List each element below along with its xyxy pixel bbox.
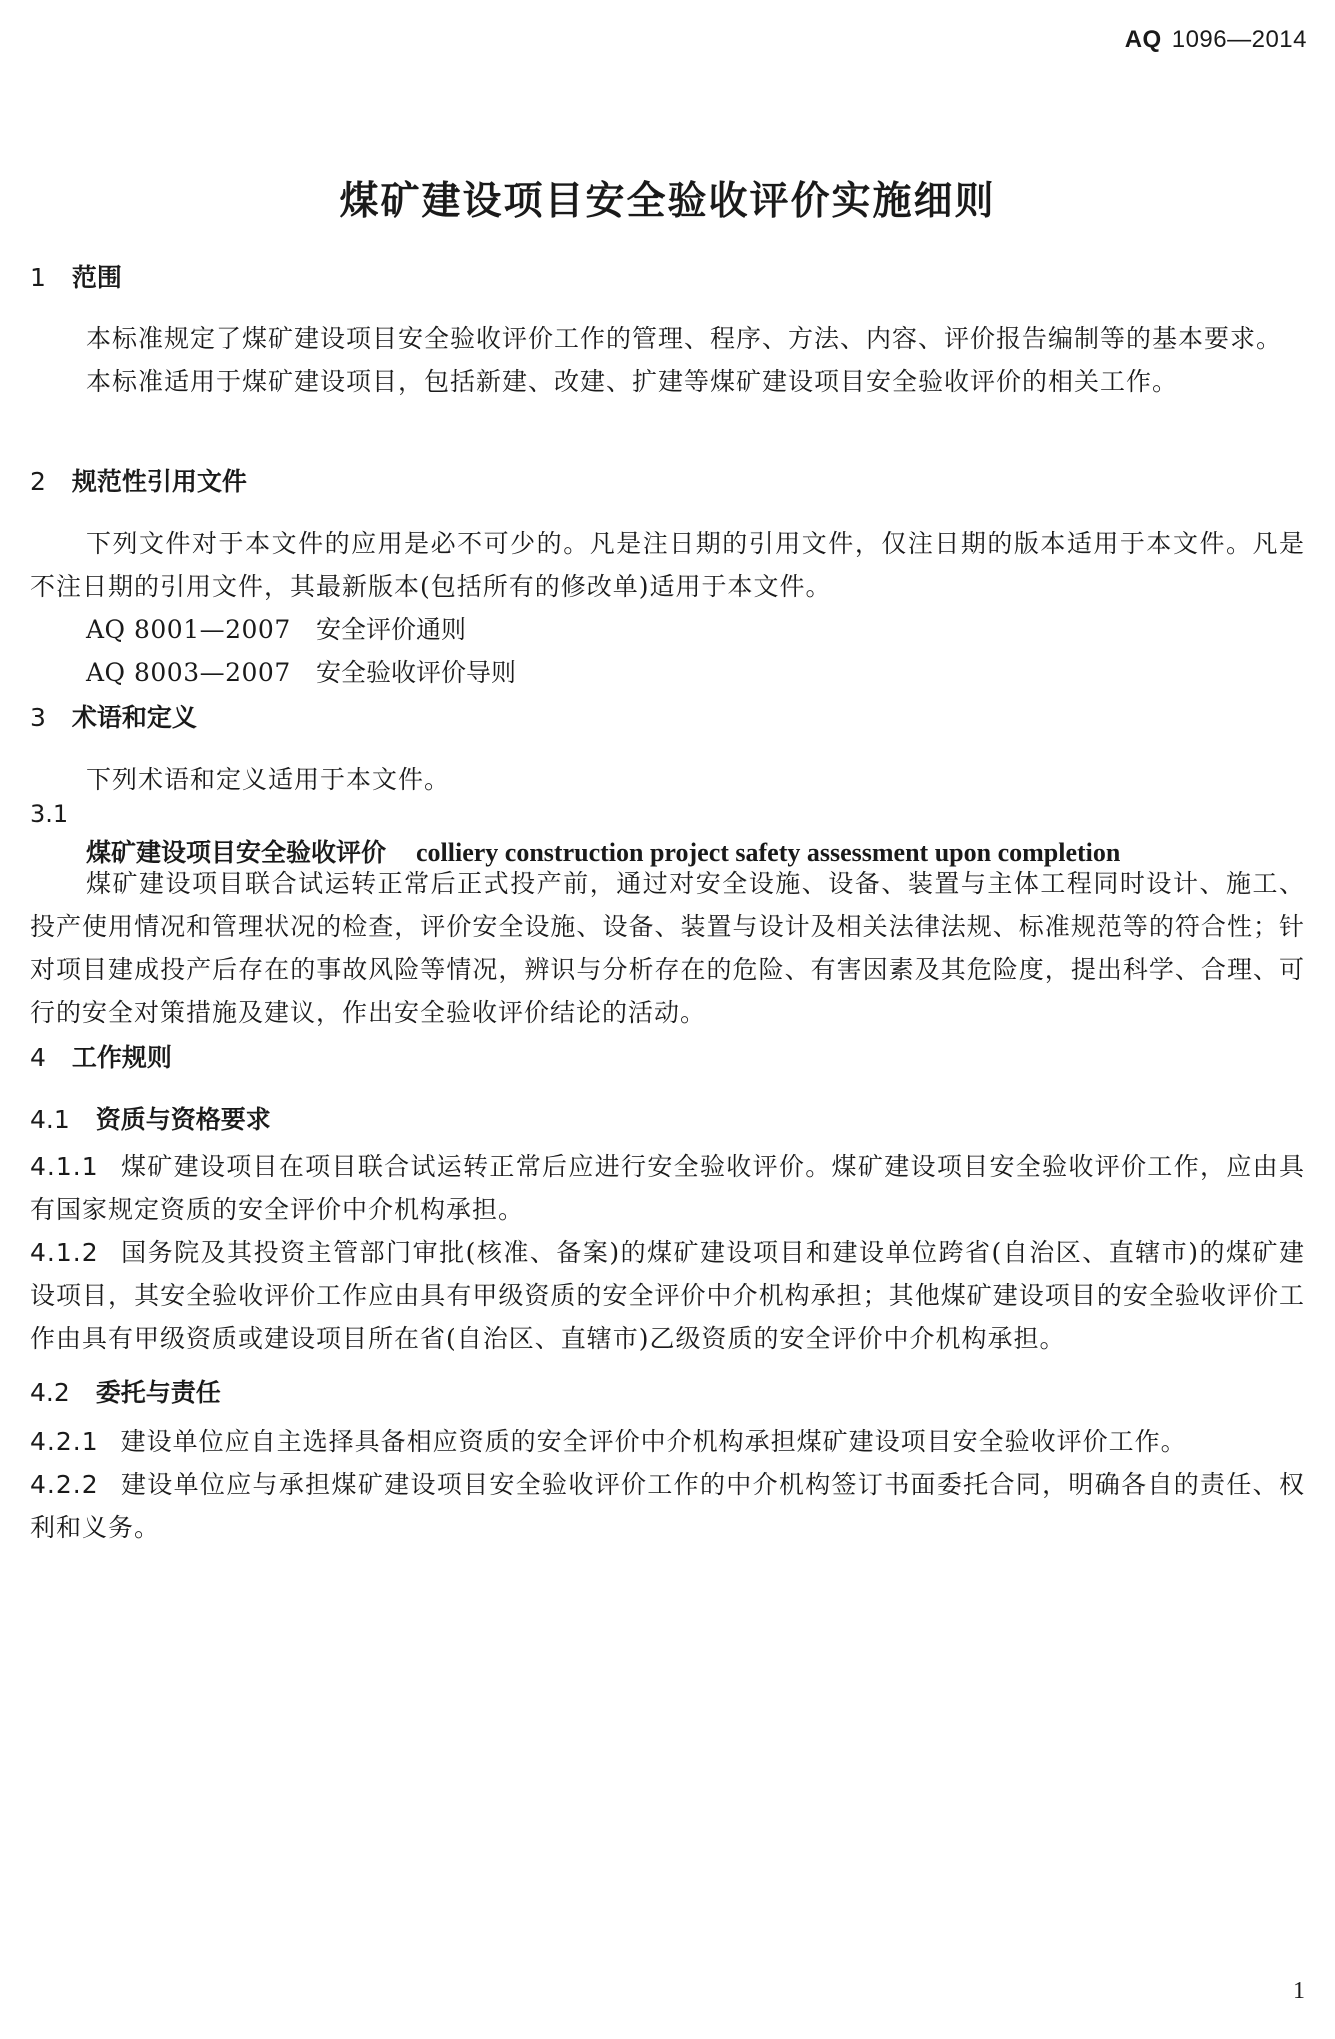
section-3-title: 术语和定义 bbox=[71, 703, 197, 732]
section-3-paragraph-1: 下列术语和定义适用于本文件。 bbox=[86, 765, 451, 794]
term-chinese: 煤矿建设项目安全验收评价 bbox=[86, 838, 387, 867]
clause-4-2-1-number: 4.2.1 bbox=[30, 1427, 99, 1456]
subsection-4-1-body bbox=[30, 1145, 1305, 1360]
subsection-4-2-body bbox=[30, 1420, 1305, 1549]
reference-item bbox=[30, 608, 1305, 651]
clause-4-2-2 bbox=[30, 1463, 1305, 1549]
section-1-number: 1 bbox=[30, 263, 46, 292]
section-2-paragraph-1: 下列文件对于本文件的应用是必不可少的。凡是注日期的引用文件，仅注日期的版本适用于本文件。凡是不注日期的引用文件，其最新版本(包括所有的修改单)适用于本文件。 bbox=[30, 529, 1305, 601]
subsection-4-2-heading bbox=[30, 1373, 1305, 1409]
section-2-heading bbox=[30, 462, 1305, 498]
clause-4-1-1-number: 4.1.1 bbox=[30, 1152, 99, 1181]
clause-4-2-2-text: 建设单位应与承担煤矿建设项目安全验收评价工作的中介机构签订书面委托合同，明确各自的责任、权利和义务。 bbox=[30, 1470, 1305, 1542]
clause-4-1-1-text: 煤矿建设项目在项目联合试运转正常后应进行安全验收评价。煤矿建设项目安全验收评价工作，应由具有国家规定资质的安全评价中介机构承担。 bbox=[30, 1152, 1305, 1224]
section-2-number: 2 bbox=[30, 467, 46, 496]
section-3-body bbox=[30, 758, 1305, 801]
clause-4-2-2-number: 4.2.2 bbox=[30, 1470, 99, 1499]
reference-code: AQ 8003—2007 bbox=[86, 658, 291, 687]
clause-4-1-1 bbox=[30, 1145, 1305, 1231]
section-2-body bbox=[30, 522, 1305, 694]
page-title: 煤矿建设项目安全验收评价实施细则 bbox=[339, 179, 996, 224]
standard-code-prefix: AQ bbox=[1124, 26, 1162, 53]
clause-4-1-2-number: 4.1.2 bbox=[30, 1238, 99, 1267]
section-1-paragraph-2: 本标准适用于煤矿建设项目，包括新建、改建、扩建等煤矿建设项目安全验收评价的相关工作。 bbox=[86, 367, 1179, 396]
section-1-title: 范围 bbox=[71, 263, 122, 292]
clause-4-1-2-text: 国务院及其投资主管部门审批(核准、备案)的煤矿建设项目和建设单位跨省(自治区、直辖市)的煤矿建设项目，其安全验收评价工作应由具有甲级资质的安全评价中介机构承担；其他煤矿建设项目的安全验收评价工作由具有甲级资质或建设项目所在省(自治区、直辖市)乙级资质的安全评价中介机构承担。 bbox=[30, 1238, 1305, 1353]
section-1-paragraph-1: 本标准规定了煤矿建设项目安全验收评价工作的管理、程序、方法、内容、评价报告编制等的基本要求。 bbox=[86, 324, 1283, 353]
section-1-heading bbox=[30, 258, 1305, 294]
term-3-1-number: 3.1 bbox=[30, 800, 69, 828]
reference-item bbox=[30, 651, 1305, 694]
section-4-heading bbox=[30, 1038, 1305, 1074]
section-3-number: 3 bbox=[30, 703, 46, 732]
clause-4-2-1 bbox=[30, 1420, 1305, 1463]
standard-code bbox=[1125, 26, 1307, 54]
subsection-4-2-number: 4.2 bbox=[30, 1378, 70, 1407]
reference-code: AQ 8001—2007 bbox=[86, 615, 291, 644]
term-3-1-definition-block bbox=[30, 862, 1305, 1034]
reference-name: 安全验收评价导则 bbox=[316, 658, 517, 687]
standard-code-number: 1096—2014 bbox=[1171, 26, 1307, 53]
section-1-body bbox=[30, 317, 1305, 403]
subsection-4-1-title: 资质与资格要求 bbox=[95, 1105, 271, 1134]
clause-4-1-2 bbox=[30, 1231, 1305, 1360]
term-3-1-definition: 煤矿建设项目联合试运转正常后正式投产前，通过对安全设施、设备、装置与主体工程同时设计、施工、投产使用情况和管理状况的检查，评价安全设施、设备、装置与设计及相关法律法规、标准规范等的符合性；针对项目建成投产后存在的事故风险等情况，辨识与分析存在的危险、有害因素及其危险度，提出科学、合理、可行的安全对策措施及建议，作出安全验收评价结论的活动。 bbox=[30, 869, 1305, 1027]
term-english: colliery construction project safety assessment upon completion bbox=[416, 838, 1121, 867]
section-4-number: 4 bbox=[30, 1043, 46, 1072]
subsection-4-1-heading bbox=[30, 1100, 1305, 1136]
section-3-heading bbox=[30, 698, 1305, 734]
section-2-title: 规范性引用文件 bbox=[71, 467, 247, 496]
subsection-4-2-title: 委托与责任 bbox=[95, 1378, 221, 1407]
reference-name: 安全评价通则 bbox=[316, 615, 467, 644]
page-number: 1 bbox=[1293, 1978, 1305, 2004]
section-4-title: 工作规则 bbox=[71, 1043, 172, 1072]
clause-4-2-1-text: 建设单位应自主选择具备相应资质的安全评价中介机构承担煤矿建设项目安全验收评价工作。 bbox=[120, 1427, 1187, 1456]
subsection-4-1-number: 4.1 bbox=[30, 1105, 70, 1134]
